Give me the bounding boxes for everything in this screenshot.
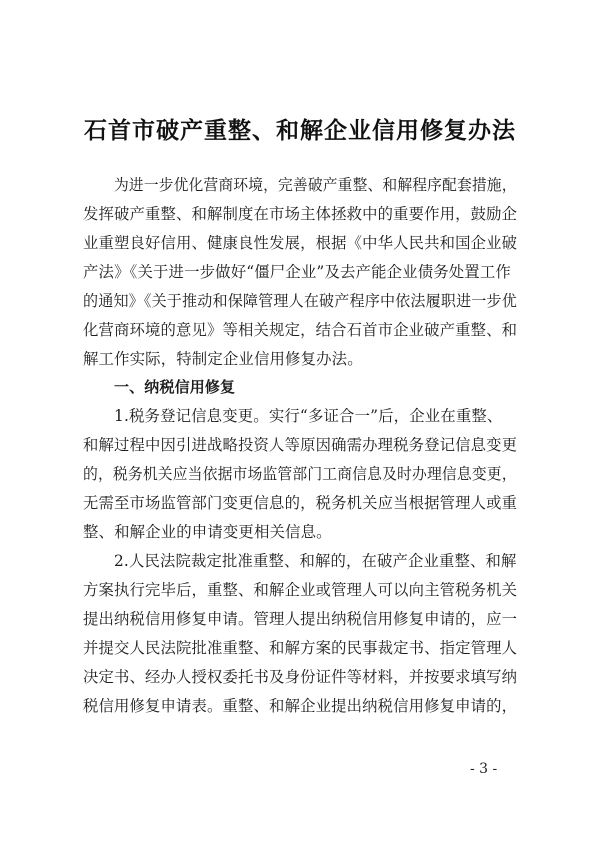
section-heading: 一、纳税信用修复 xyxy=(114,378,236,396)
intro-line: 业重塑良好信用、健康良性发展，根据《中华人民共和国企业破 xyxy=(83,234,518,252)
intro-line: 的通知》《关于推动和保障管理人在破产程序中依法履职进一步优 xyxy=(83,292,517,310)
item1-line: 1.税务登记信息变更。实行“多证合一”后，企业在重整、 xyxy=(114,407,503,425)
item1-line: 整、和解企业的申请变更相关信息。 xyxy=(83,523,332,541)
item2-line: 并提交人民法院批准重整、和解方案的民事裁定书、指定管理人 xyxy=(83,639,518,657)
item2-line: 税信用修复申请表。重整、和解企业提出纳税信用修复申请的， xyxy=(83,697,518,715)
document-title: 石首市破产重整、和解企业信用修复办法 xyxy=(84,117,516,144)
item2-line: 方案执行完毕后，重整、和解企业或管理人可以向主管税务机关 xyxy=(83,581,518,599)
item2-line: 2.人民法院裁定批准重整、和解的，在破产企业重整、和解 xyxy=(114,552,517,570)
intro-line: 产法》《关于进一步做好“僵尸企业”及去产能企业债务处置工作 xyxy=(83,263,511,281)
item2-line: 决定书、经办人授权委托书及身份证件等材料，并按要求填写纳 xyxy=(83,668,518,686)
intro-line: 解工作实际，特制定企业信用修复办法。 xyxy=(83,350,363,368)
item1-line: 和解过程中因引进战略投资人等原因确需办理税务登记信息变更 xyxy=(83,436,518,454)
intro-line: 化营商环境的意见》等相关规定，结合石首市企业破产重整、和 xyxy=(83,321,518,339)
intro-line: 发挥破产重整、和解制度在市场主体拯救中的重要作用，鼓励企 xyxy=(83,205,518,223)
item1-line: 无需至市场监管部门变更信息的，税务机关应当根据管理人或重 xyxy=(83,494,518,512)
page-number: - 3 - xyxy=(470,761,498,777)
item2-line: 提出纳税信用修复申请。管理人提出纳税信用修复申请的，应一 xyxy=(83,610,518,628)
intro-line: 为进一步优化营商环境，完善破产重整、和解程序配套措施， xyxy=(114,176,517,194)
item1-line: 的，税务机关应当依据市场监管部门工商信息及时办理信息变更， xyxy=(83,465,517,483)
